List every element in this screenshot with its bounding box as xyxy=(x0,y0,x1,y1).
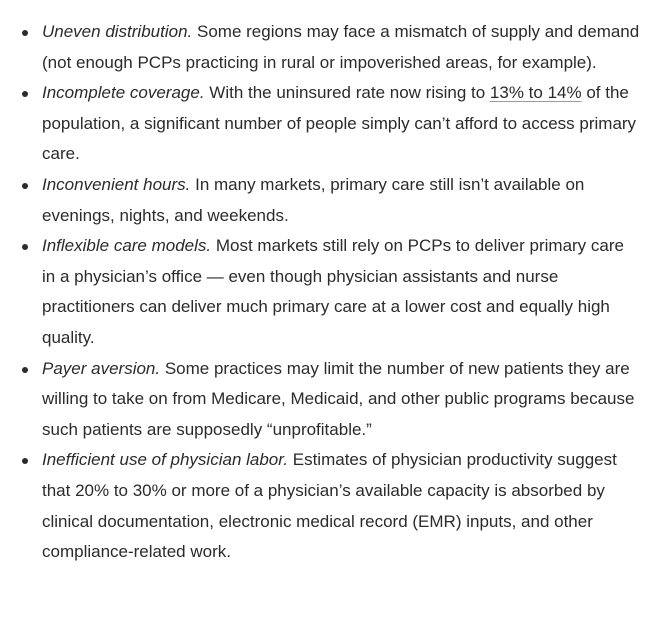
list-item-uneven-distribution xyxy=(0,17,651,78)
item-text: In many markets, primary care still isn’t available on evenings, nights, and weekends. xyxy=(42,174,585,225)
item-text: Estimates of physician productivity suggest that 20% to 30% or more of a physician’s available capacity is absorbed by clinical documentation, electronic medical record (EMR) inputs, and other compliance-related work. xyxy=(42,450,617,562)
item-lead: Inconvenient hours. xyxy=(42,174,191,194)
item-lead: Uneven distribution. xyxy=(42,22,193,41)
bullet-icon xyxy=(22,30,28,36)
item-text: Some regions may face a mismatch of supply and demand (not enough PCPs practicing in rural or impoverished areas, for example). xyxy=(42,22,640,72)
list-item-payer-aversion xyxy=(0,354,651,446)
item-text: of the population, a significant number of people simply can’t afford to access primary care. xyxy=(42,83,637,164)
item-text: Some practices may limit the number of new patients they are willing to take on from Medicare, Medicaid, and other public programs because such patients are supposedly “unprofitable.” xyxy=(42,358,635,439)
bullet-list xyxy=(0,17,651,568)
uninsured-rate-link[interactable]: 13% to 14% xyxy=(489,83,582,103)
list-item-incomplete-coverage xyxy=(0,78,651,170)
bullet-icon xyxy=(22,458,28,464)
bullet-icon xyxy=(22,183,28,189)
bullet-icon xyxy=(22,367,28,373)
bullet-icon xyxy=(22,244,28,250)
item-text: With the uninsured rate now rising to xyxy=(204,83,490,103)
item-lead: Inefficient use of physician labor. xyxy=(42,450,289,470)
item-text: Most markets still rely on PCPs to deliver primary care in a physician’s office — even though physician assistants and nurse practitioners can deliver much primary care at a lower cost and equally high quality. xyxy=(42,236,624,347)
item-lead: Payer aversion. xyxy=(42,358,161,378)
bullet-icon xyxy=(22,91,28,97)
list-item-inflexible-care-models xyxy=(0,231,651,353)
item-lead: Incomplete coverage. xyxy=(42,83,205,103)
item-lead: Inflexible care models. xyxy=(42,236,212,256)
list-item-inefficient-physician-labor xyxy=(0,445,651,567)
list-item-inconvenient-hours xyxy=(0,170,651,231)
